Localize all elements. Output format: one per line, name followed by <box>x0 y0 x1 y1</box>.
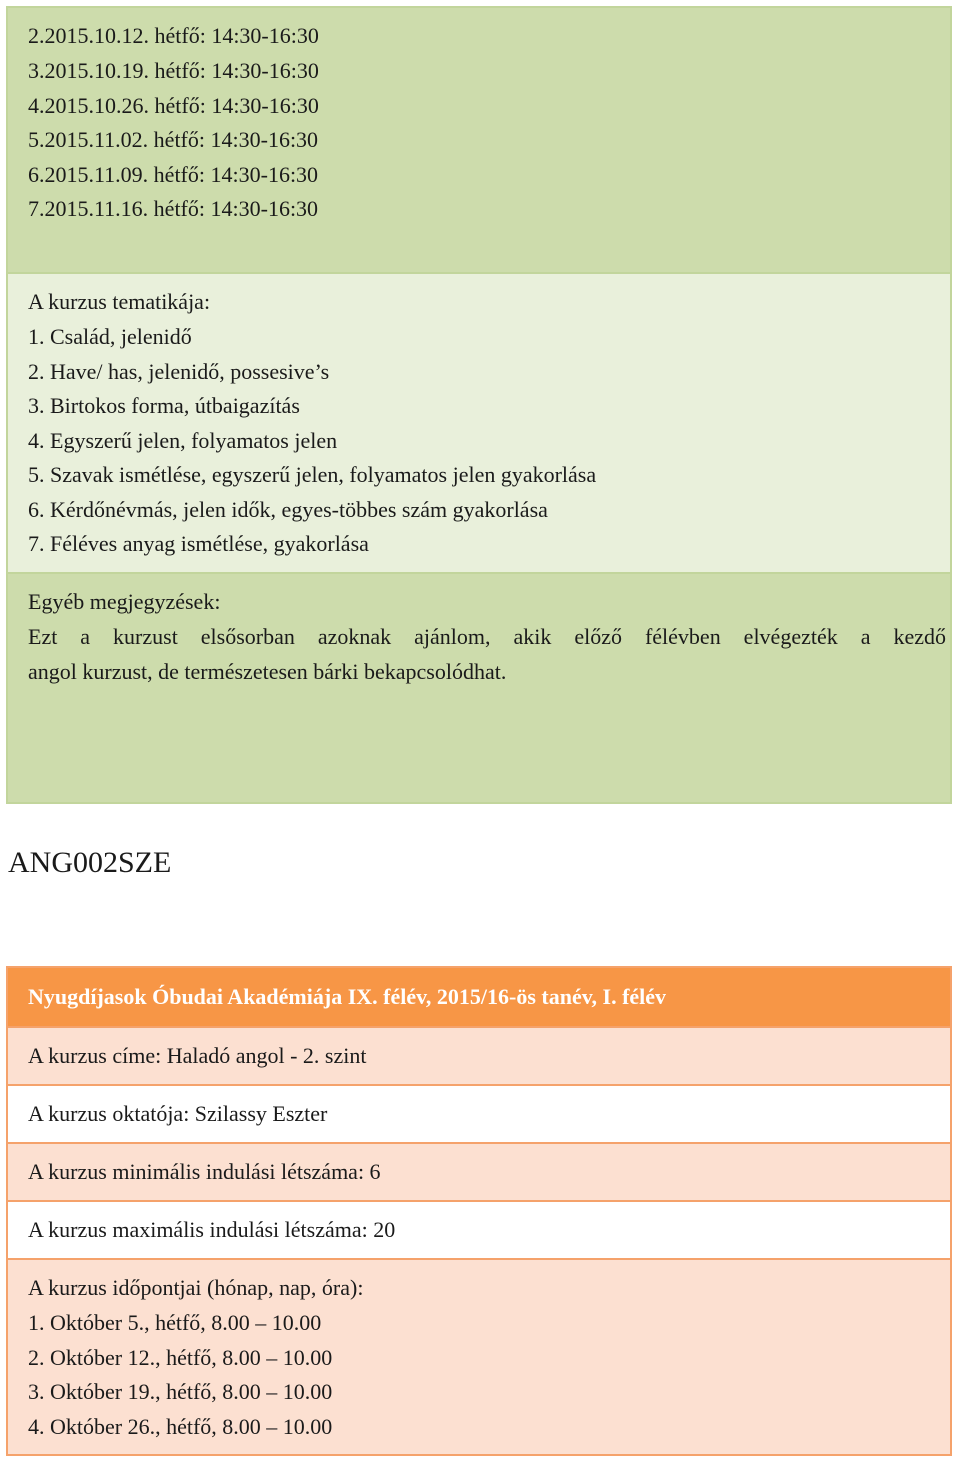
topic-item: 2. Have/ has, jelenidő, possesive’s <box>28 359 330 384</box>
notes-text-line-2: angol kurzust, de természetesen bárki bekapcsolódhat. <box>28 659 507 684</box>
schedule-item: 3. Október 19., hétfő, 8.00 – 10.00 <box>28 1379 333 1404</box>
topic-item: 4. Egyszerű jelen, folyamatos jelen <box>28 428 338 453</box>
date-item: 5.2015.11.02. hétfő: 14:30-16:30 <box>28 127 319 152</box>
schedule-item: 4. Október 26., hétfő, 8.00 – 10.00 <box>28 1414 333 1439</box>
topics-heading: A kurzus tematikája: <box>28 289 211 314</box>
dates-panel <box>6 6 952 272</box>
topic-item: 5. Szavak ismétlése, egyszerű jelen, folyamatos jelen gyakorlása <box>28 462 597 487</box>
date-item: 6.2015.11.09. hétfő: 14:30-16:30 <box>28 162 319 187</box>
topic-item: 1. Család, jelenidő <box>28 324 192 349</box>
course-teacher: A kurzus oktatója: Szilassy Eszter <box>28 1101 328 1126</box>
course-min-row <box>6 1142 952 1200</box>
topic-item: 7. Féléves anyag ismétlése, gyakorlása <box>28 531 369 556</box>
course-code: ANG002SZE <box>8 846 172 879</box>
course-header-row <box>6 966 952 1026</box>
course-title-row <box>6 1026 952 1084</box>
schedule-item: 2. Október 12., hétfő, 8.00 – 10.00 <box>28 1345 333 1370</box>
course-header: Nyugdíjasok Óbudai Akadémiája IX. félév, 2015/16-ös tanév, I. félév <box>28 984 667 1009</box>
course-max-row <box>6 1200 952 1258</box>
course-schedule-row <box>6 1258 952 1456</box>
schedule-item: 1. Október 5., hétfő, 8.00 – 10.00 <box>28 1310 322 1335</box>
course-title: A kurzus címe: Haladó angol - 2. szint <box>28 1043 367 1068</box>
course-max-count: A kurzus maximális indulási létszáma: 20 <box>28 1217 396 1242</box>
notes-heading: Egyéb megjegyzések: <box>28 589 221 614</box>
course-min-count: A kurzus minimális indulási létszáma: 6 <box>28 1159 381 1184</box>
date-item: 4.2015.10.26. hétfő: 14:30-16:30 <box>28 93 319 118</box>
schedule-heading: A kurzus időpontjai (hónap, nap, óra): <box>28 1275 364 1300</box>
topic-item: 6. Kérdőnévmás, jelen idők, egyes-többes szám gyakorlása <box>28 497 548 522</box>
topic-item: 3. Birtokos forma, útbaigazítás <box>28 393 300 418</box>
date-item: 7.2015.11.16. hétfő: 14:30-16:30 <box>28 196 319 221</box>
course-teacher-row <box>6 1084 952 1142</box>
topics-panel <box>6 272 952 572</box>
notes-text-line-1: Ezt a kurzust elsősorban azoknak ajánlom, akik előző félévben elvégezték a kezdő <box>28 624 946 649</box>
date-item: 3.2015.10.19. hétfő: 14:30-16:30 <box>28 58 319 83</box>
date-item: 2.2015.10.12. hétfő: 14:30-16:30 <box>28 23 319 48</box>
notes-panel <box>6 572 952 804</box>
